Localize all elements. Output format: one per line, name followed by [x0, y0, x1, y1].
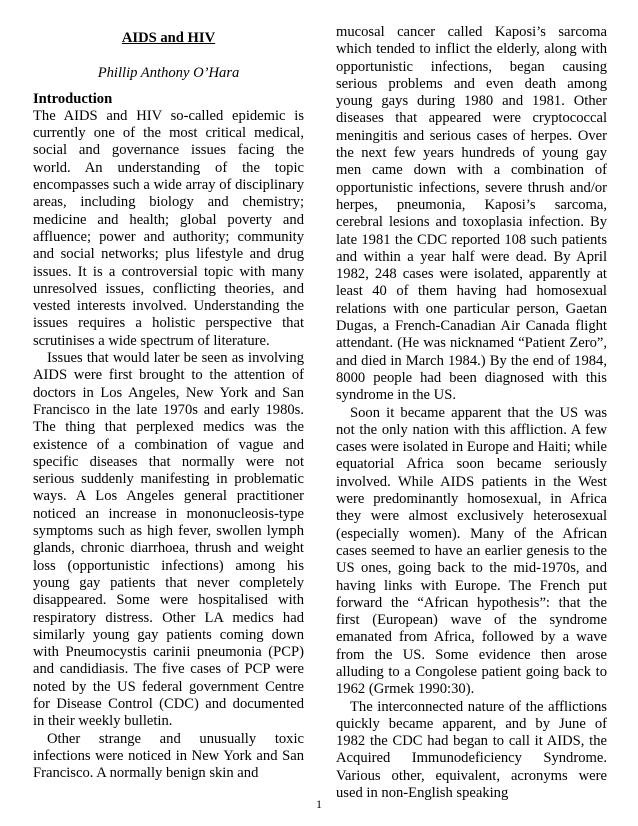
- section-heading: Introduction: [33, 90, 113, 107]
- document-title: AIDS and HIV: [121, 30, 216, 46]
- paragraph-africa: Soon it became apparent that the US was not the only nation with this affliction. A few cases were isolated in Europe and Haiti; while equatorial Africa soon became seriously involved. While AIDS patients in the West were predominantly homosexual, in Africa they were almost exclusively heterosexual (especially women). Many of the African cases seemed to have an earlier genesis to the US ones, going back to the mid-1970s, and having links with Europe. The French put forward the “African hypothesis”: that the first (European) wave of the syndrome emanated from Africa, followed by a wave from the US. Some evidence then arose alluding to a Congolese patient going back to 1962 (Grmek 1990:30).: [336, 404, 607, 698]
- author-name: Phillip Anthony O’Hara: [97, 65, 240, 82]
- paragraph-kaposi: mucosal cancer called Kaposi’s sarcoma which tended to inflict the elderly, along with opportunistic infections, began causing serious problems and even death among young gays during 1980 and 1981. Other diseases that appeared were cryptococcal meningitis and serious cases of herpes. Over the next few years hundreds of young gay men came down with a combination of opportunistic infections, severe thrush and/or herpes, pneumonia, Kaposi’s sarcoma, cerebral lesions and toxoplasia infection. By late 1981 the CDC reported 108 such patients and within a year half were dead. By April 1982, 248 cases were isolated, apparently at least 40 of them having had homosexual relations with one particular person, Gaetan Dugas, a French-Canadian Air Canada flight attendant. (He was nicknamed “Patient Zero”, and died in March 1984.) By the end of 1984, 8000 people had been diagnosed with this syndrome in the US.: [336, 24, 607, 404]
- right-column: [336, 24, 607, 802]
- left-column: [33, 24, 304, 782]
- paragraph-history: Issues that would later be seen as involving AIDS were first brought to the attention of doctors in Los Angeles, New York and San Francisco in the late 1970s and early 1980s. The thing that perplexed medics was the existence of a combination of vague and specific diseases that normally were not serious suddenly manifesting in problematic ways. A Los Angeles general practitioner noticed an increase in mononucleosis-type symptoms such as high fever, swollen lymph glands, chronic diarrhoea, thrush and weight loss (opportunistic infections) among his young gay patients that never completely disappeared. Some were hospitalised with respiratory distress. Other LA medics had similarly young gay patients coming down with Pneumocystis carinii pneumonia (PCP) and candidiasis. The five cases of PCP were noted by the US federal government Centre for Disease Control (CDC) and documented in their weekly bulletin.: [33, 350, 304, 730]
- paragraph-infections: Other strange and unusually toxic infections were noticed in New York and San Francisco. A normally benign skin and: [33, 730, 304, 782]
- paragraph-intro: The AIDS and HIV so-called epidemic is currently one of the most critical medical, social and governance issues facing the world. An understanding of the topic encompasses such a wide array of disciplinary areas, including biology and chemistry; medicine and health; global poverty and affluence; power and authority; community and social networks; plus lifestyle and drug issues. It is a controversial topic with many unresolved issues, conflicting theories, and vested interests involved. Understanding the issues requires a holistic perspective that scrutinises a wide spectrum of literature.: [33, 107, 304, 349]
- page-number: 1: [316, 797, 322, 811]
- paragraph-naming: The interconnected nature of the afflictions quickly became apparent, and by June of 1982 the CDC had began to call it AIDS, the Acquired Immunodeficiency Syndrome. Various other, equivalent, acronyms were used in non-English speaking: [336, 698, 607, 802]
